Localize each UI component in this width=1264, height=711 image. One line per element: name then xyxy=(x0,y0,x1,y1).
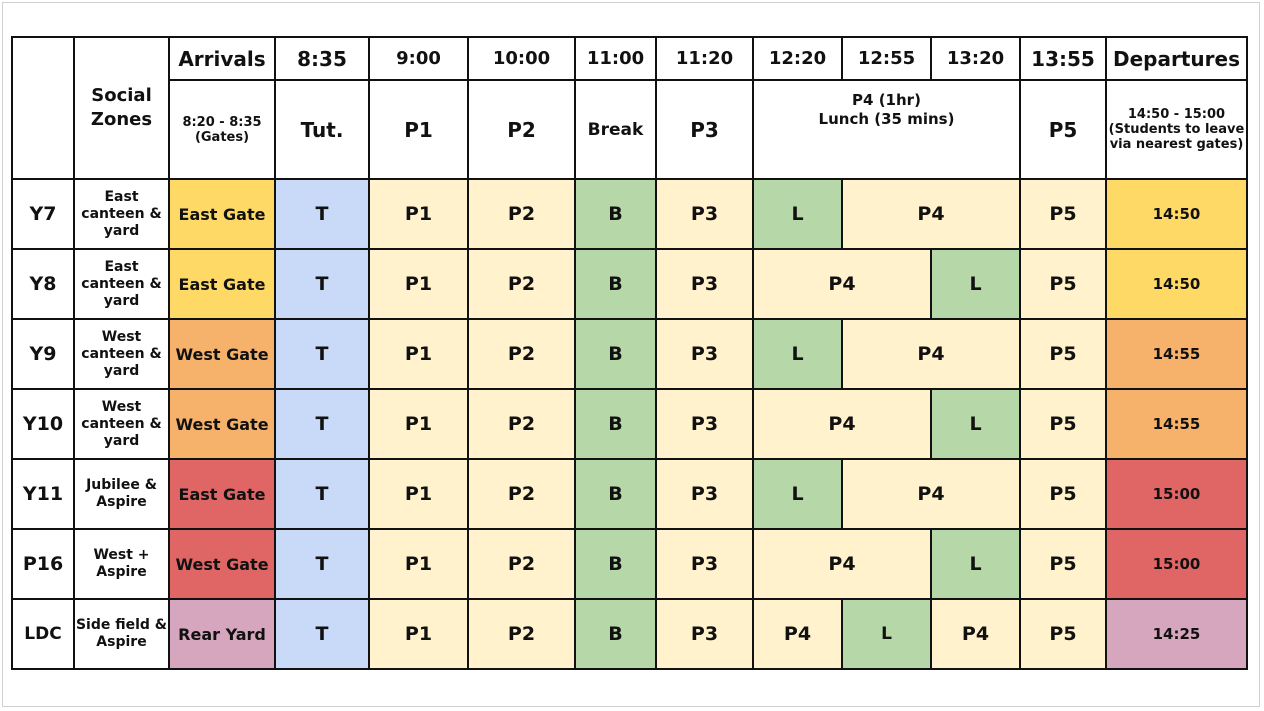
tutor-cell xyxy=(275,179,369,249)
p4-cell xyxy=(842,179,1020,249)
p5-cell-text: P5 xyxy=(1049,273,1077,295)
break-cell xyxy=(575,389,656,459)
break-cell xyxy=(575,249,656,319)
p4-cell-text: P4 xyxy=(917,483,945,505)
break-cell-text: B xyxy=(608,343,623,365)
year-cell xyxy=(12,179,74,249)
p1-cell xyxy=(369,529,468,599)
lunch-cell xyxy=(842,599,931,669)
tutor-cell-text: T xyxy=(315,553,329,575)
p5-cell xyxy=(1020,319,1106,389)
tutor-cell-text: T xyxy=(315,273,329,295)
tutor-cell-text: T xyxy=(315,413,329,435)
year-cell-text: Y7 xyxy=(29,203,57,225)
time-label: 13:20 xyxy=(946,48,1005,69)
period-header-p1 xyxy=(369,80,468,179)
p3-cell xyxy=(656,529,753,599)
p4-cell xyxy=(931,599,1020,669)
year-cell xyxy=(12,599,74,669)
tutor-cell xyxy=(275,389,369,459)
arrival-gate-cell-text: East Gate xyxy=(178,484,266,504)
break-cell-text: B xyxy=(608,623,623,645)
p2-label: P2 xyxy=(507,117,536,142)
p1-cell xyxy=(369,319,468,389)
p5-cell xyxy=(1020,389,1106,459)
table-row xyxy=(12,529,1247,599)
header-row-times xyxy=(12,37,1247,80)
year-cell xyxy=(12,529,74,599)
social-zone-cell-text: East canteen & yard xyxy=(81,188,162,239)
year-cell-text: P16 xyxy=(22,553,64,575)
p3-cell xyxy=(656,249,753,319)
arrivals-header xyxy=(169,37,275,80)
p1-cell xyxy=(369,389,468,459)
lunch-cell-text: L xyxy=(791,203,804,225)
p5-cell xyxy=(1020,529,1106,599)
year-cell-text: Y8 xyxy=(29,273,57,295)
p5-label: P5 xyxy=(1048,117,1078,142)
arrival-gate-cell xyxy=(169,389,275,459)
break-cell xyxy=(575,529,656,599)
social-zones-label: Social Zones xyxy=(90,85,153,130)
p2-cell-text: P2 xyxy=(507,273,536,295)
social-zone-cell xyxy=(74,529,169,599)
table-row xyxy=(12,179,1247,249)
lunch-cell xyxy=(753,179,842,249)
year-cell-text: LDC xyxy=(24,624,62,644)
departure-cell-text: 14:50 xyxy=(1152,275,1201,293)
break-cell xyxy=(575,599,656,669)
break-cell-text: B xyxy=(608,413,623,435)
tutor-cell-text: T xyxy=(315,483,329,505)
lunch-cell xyxy=(931,389,1020,459)
departure-cell xyxy=(1106,179,1247,249)
time-label: 11:20 xyxy=(675,48,734,69)
tutor-cell xyxy=(275,529,369,599)
p2-cell xyxy=(468,389,575,459)
tutor-cell-text: T xyxy=(315,203,329,225)
p5-cell xyxy=(1020,599,1106,669)
p1-cell-text: P1 xyxy=(404,623,433,645)
time-label: 9:00 xyxy=(396,48,441,69)
social-zone-cell-text: West canteen & yard xyxy=(81,398,162,449)
table-row xyxy=(12,389,1247,459)
p4-cell-text: P4 xyxy=(917,343,945,365)
break-cell xyxy=(575,459,656,529)
departure-cell xyxy=(1106,389,1247,459)
arrival-gate-cell xyxy=(169,249,275,319)
lunch-cell-text: L xyxy=(791,483,804,505)
time-label: 11:00 xyxy=(586,48,645,69)
departure-cell-text: 14:25 xyxy=(1152,625,1201,643)
social-zones-header xyxy=(74,37,169,179)
arrival-gate-cell-text: Rear Yard xyxy=(178,624,266,644)
p3-cell-text: P3 xyxy=(690,343,719,365)
p2-cell-text: P2 xyxy=(507,343,536,365)
p2-cell xyxy=(468,179,575,249)
social-zone-cell-text: West canteen & yard xyxy=(81,328,162,379)
departure-cell-text: 14:55 xyxy=(1152,345,1201,363)
lunch-cell-text: L xyxy=(791,343,804,365)
p3-cell xyxy=(656,389,753,459)
time-header-1255 xyxy=(842,37,931,80)
p5-cell-text: P5 xyxy=(1049,483,1077,505)
table-row xyxy=(12,249,1247,319)
p4-cell-text: P4 xyxy=(783,623,812,645)
p5-cell-text: P5 xyxy=(1049,343,1077,365)
arrival-gate-cell-text: West Gate xyxy=(175,414,269,434)
table-row xyxy=(12,319,1247,389)
p1-cell xyxy=(369,599,468,669)
tutor-cell-text: T xyxy=(315,343,329,365)
year-cell xyxy=(12,389,74,459)
p2-cell xyxy=(468,249,575,319)
departure-cell xyxy=(1106,529,1247,599)
departure-cell-text: 14:50 xyxy=(1152,205,1201,223)
arrival-gate-cell xyxy=(169,599,275,669)
p1-cell-text: P1 xyxy=(404,413,433,435)
p1-cell xyxy=(369,459,468,529)
arrival-gate-cell-text: West Gate xyxy=(175,554,269,574)
year-cell xyxy=(12,459,74,529)
p5-cell xyxy=(1020,179,1106,249)
timetable xyxy=(11,36,1248,670)
lunch-cell-text: L xyxy=(881,624,892,644)
p4-cell-text: P4 xyxy=(917,203,945,225)
time-header-p2 xyxy=(468,37,575,80)
break-cell xyxy=(575,319,656,389)
lunch-cell-text: L xyxy=(969,553,982,575)
period-header-p5 xyxy=(1020,80,1106,179)
arrivals-sub-label: 8:20 - 8:35 (Gates) xyxy=(182,114,262,145)
social-zone-cell xyxy=(74,249,169,319)
p1-cell xyxy=(369,249,468,319)
period-header-p3 xyxy=(656,80,753,179)
social-zone-cell xyxy=(74,179,169,249)
lunch-cell xyxy=(753,459,842,529)
header-row-periods xyxy=(12,80,1247,179)
departure-cell xyxy=(1106,459,1247,529)
arrival-gate-cell-text: East Gate xyxy=(178,274,266,294)
p4-cell-text: P4 xyxy=(828,273,856,295)
social-zone-cell xyxy=(74,459,169,529)
social-zone-cell-text: East canteen & yard xyxy=(81,258,162,309)
p3-cell xyxy=(656,459,753,529)
period-header-tut xyxy=(275,80,369,179)
year-cell-text: Y9 xyxy=(29,343,57,365)
p2-cell-text: P2 xyxy=(507,203,536,225)
tutor-cell xyxy=(275,459,369,529)
lunch-cell-text: L xyxy=(969,413,982,435)
tut-label: Tut. xyxy=(300,117,344,142)
break-cell xyxy=(575,179,656,249)
time-header-tut xyxy=(275,37,369,80)
departure-cell xyxy=(1106,319,1247,389)
p1-cell-text: P1 xyxy=(404,273,433,295)
social-zone-cell xyxy=(74,599,169,669)
p3-cell xyxy=(656,319,753,389)
year-cell xyxy=(12,319,74,389)
lunch-cell-text: L xyxy=(969,273,982,295)
time-header-p5 xyxy=(1020,37,1106,80)
p4-cell-text: P4 xyxy=(828,553,856,575)
p3-cell xyxy=(656,599,753,669)
p2-cell-text: P2 xyxy=(507,623,536,645)
lunch-cell xyxy=(753,319,842,389)
p1-label: P1 xyxy=(404,117,433,142)
table-row xyxy=(12,599,1247,669)
break-label: Break xyxy=(587,119,644,140)
p4-cell xyxy=(753,529,931,599)
p4-cell xyxy=(842,319,1020,389)
p5-cell xyxy=(1020,459,1106,529)
arrival-gate-cell-text: East Gate xyxy=(178,204,266,224)
time-label: 13:55 xyxy=(1031,46,1095,71)
year-cell-text: Y10 xyxy=(22,413,64,435)
p2-cell xyxy=(468,459,575,529)
social-zone-cell-text: Side field & Aspire xyxy=(75,617,168,650)
p5-cell xyxy=(1020,249,1106,319)
time-header-1320 xyxy=(931,37,1020,80)
break-cell-text: B xyxy=(608,553,623,575)
time-header-p3 xyxy=(656,37,753,80)
p4-cell-text: P4 xyxy=(961,623,990,645)
tutor-cell xyxy=(275,249,369,319)
p4-lunch-label: P4 (1hr) Lunch (35 mins) xyxy=(818,91,955,128)
p3-cell-text: P3 xyxy=(690,413,719,435)
departures-subheader xyxy=(1106,80,1247,179)
departure-cell xyxy=(1106,249,1247,319)
arrival-gate-cell xyxy=(169,529,275,599)
p2-cell-text: P2 xyxy=(507,413,536,435)
tutor-cell xyxy=(275,319,369,389)
period-header-p2 xyxy=(468,80,575,179)
p4-cell xyxy=(842,459,1020,529)
lunch-cell xyxy=(931,529,1020,599)
time-header-break xyxy=(575,37,656,80)
p1-cell-text: P1 xyxy=(404,343,433,365)
time-header-p1 xyxy=(369,37,468,80)
table-row xyxy=(12,459,1247,529)
break-cell-text: B xyxy=(608,483,623,505)
time-label: 8:35 xyxy=(297,46,347,71)
departures-sub-label: 14:50 - 15:00 (Students to leave via nearest gates) xyxy=(1108,107,1245,152)
arrival-gate-cell-text: West Gate xyxy=(175,344,269,364)
p5-cell-text: P5 xyxy=(1049,413,1077,435)
arrival-gate-cell xyxy=(169,459,275,529)
social-zone-cell-text: Jubilee & Aspire xyxy=(86,477,157,510)
tutor-cell xyxy=(275,599,369,669)
year-cell xyxy=(12,249,74,319)
social-zone-cell-text: West + Aspire xyxy=(93,547,150,580)
break-cell-text: B xyxy=(608,273,623,295)
p4-cell xyxy=(753,599,842,669)
time-label: 10:00 xyxy=(492,48,551,69)
p3-cell-text: P3 xyxy=(690,483,719,505)
p2-cell xyxy=(468,319,575,389)
p3-cell-text: P3 xyxy=(690,623,719,645)
departure-cell-text: 15:00 xyxy=(1152,485,1201,503)
p2-cell xyxy=(468,529,575,599)
p3-label: P3 xyxy=(690,117,719,142)
time-label: 12:20 xyxy=(768,48,827,69)
tutor-cell-text: T xyxy=(315,623,329,645)
period-header-break xyxy=(575,80,656,179)
p5-cell-text: P5 xyxy=(1049,203,1077,225)
p3-cell-text: P3 xyxy=(690,203,719,225)
social-zone-cell xyxy=(74,389,169,459)
p4-cell-text: P4 xyxy=(828,413,856,435)
p5-cell-text: P5 xyxy=(1049,623,1077,645)
p1-cell-text: P1 xyxy=(404,553,433,575)
p2-cell-text: P2 xyxy=(507,483,536,505)
year-cell-text: Y11 xyxy=(22,483,64,505)
p1-cell-text: P1 xyxy=(404,203,433,225)
p1-cell-text: P1 xyxy=(404,483,433,505)
departure-cell xyxy=(1106,599,1247,669)
departures-header xyxy=(1106,37,1247,80)
arrival-gate-cell xyxy=(169,179,275,249)
p4-cell xyxy=(753,389,931,459)
p5-cell-text: P5 xyxy=(1049,553,1077,575)
p3-cell-text: P3 xyxy=(690,273,719,295)
p4-cell xyxy=(753,249,931,319)
p3-cell xyxy=(656,179,753,249)
break-cell-text: B xyxy=(608,203,623,225)
arrivals-label: Arrivals xyxy=(178,46,266,71)
departure-cell-text: 15:00 xyxy=(1152,555,1201,573)
arrival-gate-cell xyxy=(169,319,275,389)
p2-cell xyxy=(468,599,575,669)
departure-cell-text: 14:55 xyxy=(1152,415,1201,433)
arrivals-subheader xyxy=(169,80,275,179)
lunch-cell xyxy=(931,249,1020,319)
time-header-1220 xyxy=(753,37,842,80)
corner-cell xyxy=(12,37,74,179)
time-label: 12:55 xyxy=(857,48,916,69)
period-header-p4-lunch xyxy=(753,80,1020,179)
p1-cell xyxy=(369,179,468,249)
social-zone-cell xyxy=(74,319,169,389)
p3-cell-text: P3 xyxy=(690,553,719,575)
departures-label: Departures xyxy=(1113,46,1240,71)
p2-cell-text: P2 xyxy=(507,553,536,575)
